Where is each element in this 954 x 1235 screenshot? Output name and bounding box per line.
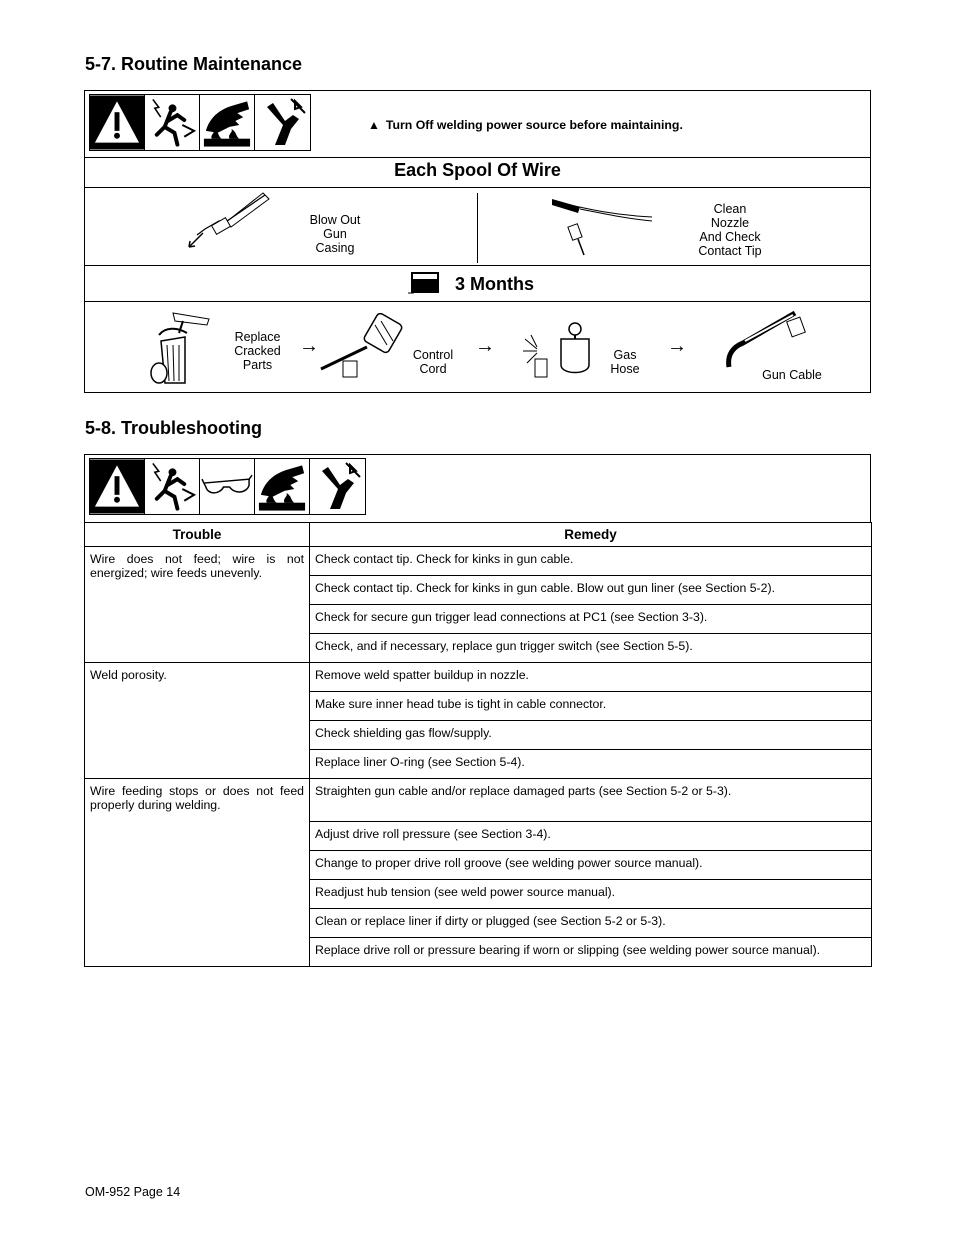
trouble-cell: Weld porosity. [85,663,310,779]
remedy-cell: Readjust hub tension (see weld power source manual). [310,880,872,909]
trash-can-illustration [147,305,215,387]
gas-cylinder-illustration [521,319,593,383]
divider [85,265,870,266]
remedy-cell: Straighten gun cable and/or replace damaged parts (see Section 5-2 or 5-3). [310,779,872,822]
trouble-cell: Wire feeding stops or does not feed properly during welding. [85,779,310,967]
clean-nozzle-label: Clean Nozzle And Check Contact Tip [698,202,762,258]
divider [85,187,870,188]
maintenance-warning [368,118,683,132]
remedy-cell: Change to proper drive roll groove (see welding power source manual). [310,851,872,880]
maintenance-warning-icons [89,94,311,151]
remedy-cell: Adjust drive roll pressure (see Section 3-4). [310,822,872,851]
routine-maintenance-box [84,90,871,393]
electric-shock-icon [145,459,200,514]
troubleshooting-warning-icons [89,458,366,515]
gun-cable-label: Gun Cable [762,368,822,382]
remedy-cell: Check shielding gas flow/supply. [310,721,872,750]
remedy-cell: Remove weld spatter buildup in nozzle. [310,663,872,692]
trouble-cell: Wire does not feed; wire is not energized; wire feeds unevenly. [85,547,310,663]
control-cord-illustration [317,313,407,381]
divider [477,193,478,263]
remedy-cell: Replace drive roll or pressure bearing if worn or slipping (see welding power source manual). [310,938,872,967]
page-footer: OM-952 Page 14 [85,1185,181,1199]
warning-triangle-icon: ▲ [368,118,380,132]
welding-gun-illustration [185,191,270,253]
gas-hose-label: Gas Hose [610,348,640,376]
exclamation-warning-icon [90,95,145,150]
calendar-icon [408,271,441,295]
remedy-cell: Check contact tip. Check for kinks in gun cable. Blow out gun liner (see Section 5-2). [310,576,872,605]
troubleshooting-table [84,522,872,967]
hot-parts-icon [200,95,255,150]
moving-parts-icon [255,95,310,150]
section-title-routine-maintenance: 5-7. Routine Maintenance [85,54,303,74]
column-header-trouble: Trouble [85,523,310,547]
safety-glasses-icon [200,459,255,514]
remedy-cell: Check contact tip. Check for kinks in gun cable. [310,547,872,576]
divider [85,157,870,158]
remedy-cell: Check for secure gun trigger lead connections at PC1 (see Section 3-3). [310,605,872,634]
arrow-right-icon: → [299,335,319,357]
remedy-cell: Make sure inner head tube is tight in cable connector. [310,692,872,721]
electric-shock-icon [145,95,200,150]
column-header-remedy: Remedy [310,523,872,547]
table-header-row [85,523,872,547]
blow-out-label: Blow Out Gun Casing [309,213,361,255]
remedy-cell: Check, and if necessary, replace gun trigger switch (see Section 5-5). [310,634,872,663]
replace-cracked-label: Replace Cracked Parts [234,330,281,372]
table-row [85,663,872,692]
control-cord-label: Control Cord [412,348,454,376]
arrow-right-icon: → [475,335,495,357]
divider [85,301,870,302]
troubleshooting-warning-box [84,454,871,523]
hot-parts-icon [255,459,310,514]
table-row [85,547,872,576]
moving-parts-icon [310,459,365,514]
each-spool-heading: Each Spool Of Wire [394,160,561,180]
warning-text: Turn Off welding power source before maintaining. [385,118,683,132]
remedy-cell: Clean or replace liner if dirty or plugged (see Section 5-2 or 5-3). [310,909,872,938]
three-months-heading: 3 Months [455,274,534,294]
arrow-right-icon: → [667,335,687,357]
wire-brush-illustration [550,195,655,257]
section-title-troubleshooting: 5-8. Troubleshooting [85,418,263,438]
exclamation-warning-icon [90,459,145,514]
gun-cable-illustration [723,307,813,371]
remedy-cell: Replace liner O-ring (see Section 5-4). [310,750,872,779]
table-row [85,779,872,822]
